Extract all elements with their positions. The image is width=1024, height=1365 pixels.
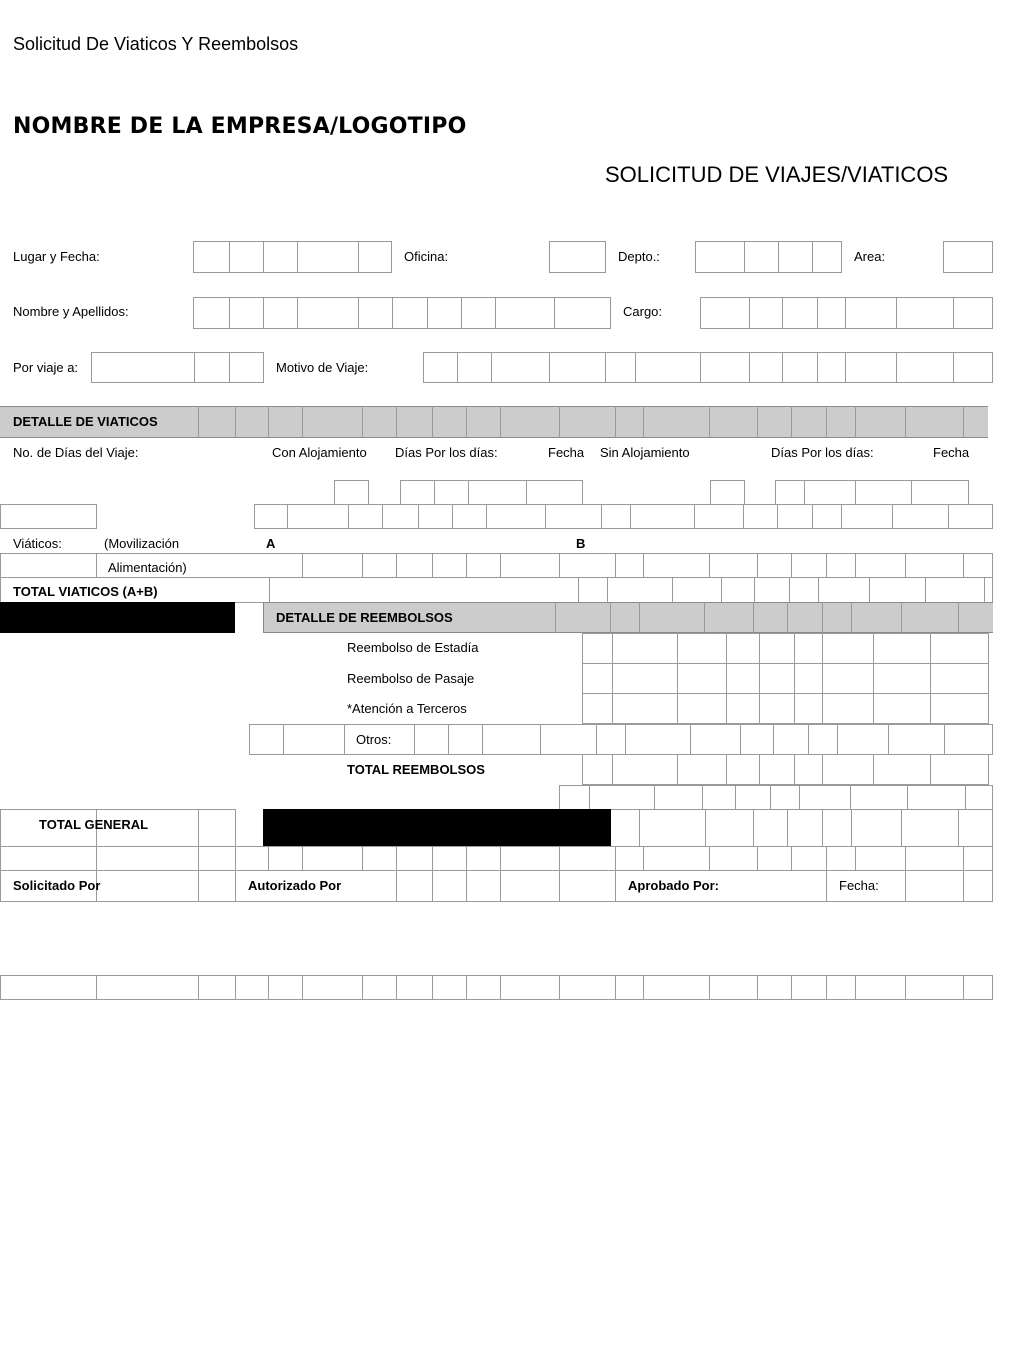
- label-por-viaje: Por viaje a:: [13, 360, 79, 375]
- label-reembolso-estadia: Reembolso de Estadía: [347, 640, 479, 655]
- label-b: B: [576, 536, 586, 551]
- label-solicitado-por: Solicitado Por: [13, 878, 101, 893]
- label-dias-viaje: No. de Días del Viaje:: [13, 445, 139, 460]
- area-field[interactable]: [943, 241, 993, 273]
- total-general-redacted: [263, 809, 611, 847]
- redacted-block: [0, 602, 235, 633]
- label-atencion-terceros: *Atención a Terceros: [347, 701, 467, 716]
- company-name: NOMBRE DE LA EMPRESA/LOGOTIPO: [13, 114, 467, 139]
- label-oficina: Oficina:: [404, 249, 449, 264]
- label-fecha-1: Fecha: [548, 445, 585, 460]
- label-movilizacion: (Movilización: [104, 536, 180, 551]
- label-nombre: Nombre y Apellidos:: [13, 304, 129, 319]
- label-lugar-fecha: Lugar y Fecha:: [13, 249, 100, 264]
- label-alimentacion: Alimentación): [108, 560, 187, 575]
- label-otros: Otros:: [356, 732, 392, 747]
- label-motivo: Motivo de Viaje:: [276, 360, 369, 375]
- label-fecha-2: Fecha: [933, 445, 970, 460]
- label-depto: Depto.:: [618, 249, 660, 264]
- label-total-general: TOTAL GENERAL: [39, 817, 149, 832]
- label-autorizado-por: Autorizado Por: [248, 878, 342, 893]
- document-title: Solicitud De Viaticos Y Reembolsos: [13, 34, 299, 54]
- label-area: Area:: [854, 249, 886, 264]
- form-title: SOLICITUD DE VIAJES/VIATICOS: [605, 162, 949, 187]
- label-total-reembolsos: TOTAL REEMBOLSOS: [347, 762, 485, 777]
- label-total-viaticos: TOTAL VIATICOS (A+B): [13, 584, 158, 599]
- label-aprobado-por: Aprobado Por:: [628, 878, 719, 893]
- label-sin-alojamiento: Sin Alojamiento: [600, 445, 690, 460]
- label-con-alojamiento: Con Alojamiento: [272, 445, 367, 460]
- label-cargo: Cargo:: [623, 304, 663, 319]
- label-fecha-firma: Fecha:: [839, 878, 879, 893]
- label-dias-por-1: Días Por los días:: [395, 445, 498, 460]
- label-a: A: [266, 536, 276, 551]
- oficina-field[interactable]: [549, 241, 606, 273]
- reembolsos-header: DETALLE DE REEMBOLSOS: [276, 610, 453, 625]
- label-reembolso-pasaje: Reembolso de Pasaje: [347, 671, 475, 686]
- label-viaticos: Viáticos:: [13, 536, 62, 551]
- label-dias-por-2: Días Por los días:: [771, 445, 874, 460]
- viaticos-header: DETALLE DE VIATICOS: [13, 414, 158, 429]
